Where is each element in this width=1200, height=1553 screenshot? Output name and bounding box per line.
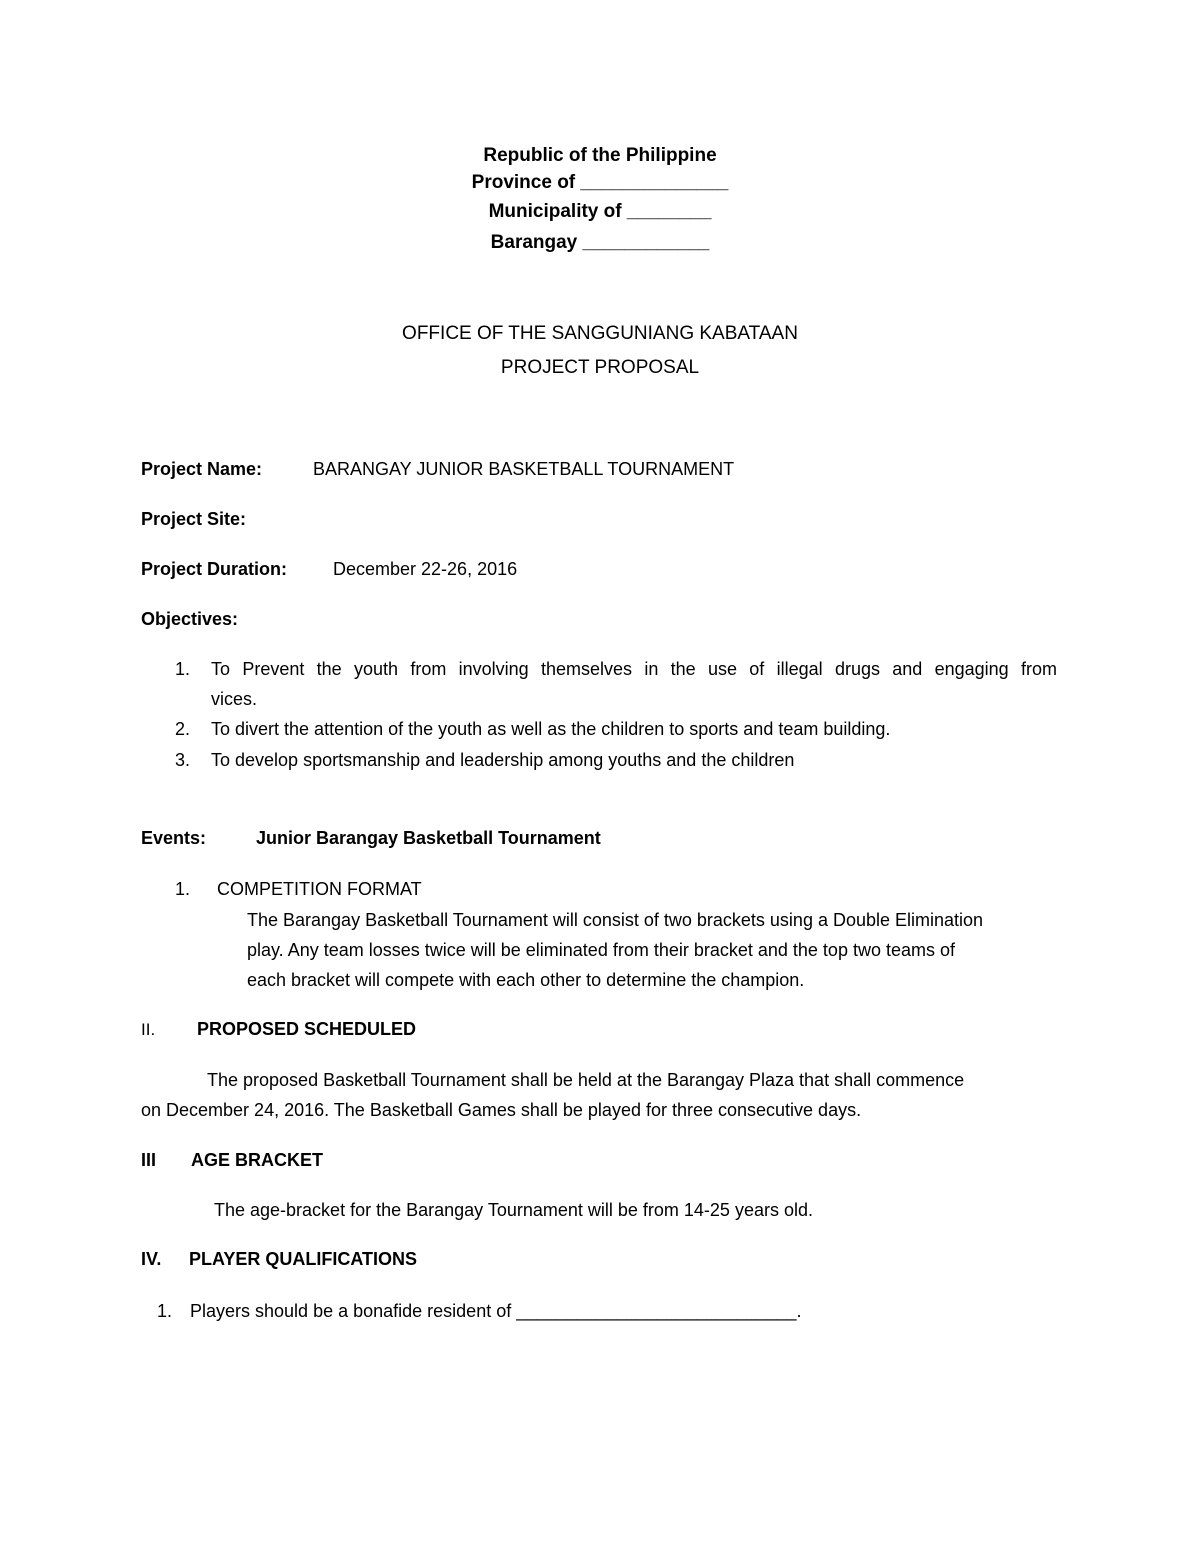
objective-text-line: To divert the attention of the youth as well as the children to sports and team building. [211,719,891,739]
schedule-text-line: on December 24, 2016. The Basketball Games shall be played for three consecutive days. [141,1100,862,1120]
competition-text-line: each bracket will compete with each other to determine the champion. [247,970,805,990]
objective-text-line: vices. [211,689,258,709]
competition-heading: COMPETITION FORMAT [217,879,422,899]
project-site-label: Project Site: [141,509,247,529]
objective-text-line: To develop sportsmanship and leadership among youths and the children [211,750,795,770]
objective-number: 3. [175,750,191,770]
qualification-number: 1. [157,1301,173,1321]
objective-number: 2. [175,719,191,739]
objective-text-line: To Prevent the youth from involving themselves in the use of illegal drugs and engaging from [211,659,1057,679]
header-municipality: Municipality of ________ [488,201,712,222]
competition-text-line: The Barangay Basketball Tournament will consist of two brackets using a Double Elimination [247,910,984,930]
age-text: The age-bracket for the Barangay Tournament will be from 14-25 years old. [214,1200,813,1220]
competition-number: 1. [175,879,191,899]
header-province: Province of ______________ [471,172,729,193]
age-heading: AGE BRACKET [191,1150,324,1170]
events-label: Events: [141,828,207,848]
qualifications-heading: PLAYER QUALIFICATIONS [189,1249,418,1269]
objective-number: 1. [175,659,191,679]
schedule-number: II. [141,1020,156,1039]
competition-text-line: play. Any team losses twice will be eliminated from their bracket and the top two teams of [247,940,955,960]
objectives-label: Objectives: [141,609,239,629]
schedule-text-line: The proposed Basketball Tournament shall be held at the Barangay Plaza that shall commence [207,1070,965,1090]
office-subtitle: PROJECT PROPOSAL [500,357,700,378]
project-name-value: BARANGAY JUNIOR BASKETBALL TOURNAMENT [313,459,735,479]
header-republic: Republic of the Philippine [483,145,717,166]
project-name-label: Project Name: [141,459,263,479]
events-value: Junior Barangay Basketball Tournament [256,828,601,848]
qualification-text: Players should be a bonafide resident of ____________________________. [190,1301,802,1321]
project-duration-value: December 22-26, 2016 [333,559,518,579]
project-duration-label: Project Duration: [141,559,288,579]
office-title: OFFICE OF THE SANGGUNIANG KABATAAN [402,323,798,344]
schedule-heading: PROPOSED SCHEDULED [197,1019,417,1039]
age-number: III [141,1150,157,1170]
header-barangay: Barangay ____________ [490,232,710,253]
qualifications-number: IV. [141,1249,162,1269]
